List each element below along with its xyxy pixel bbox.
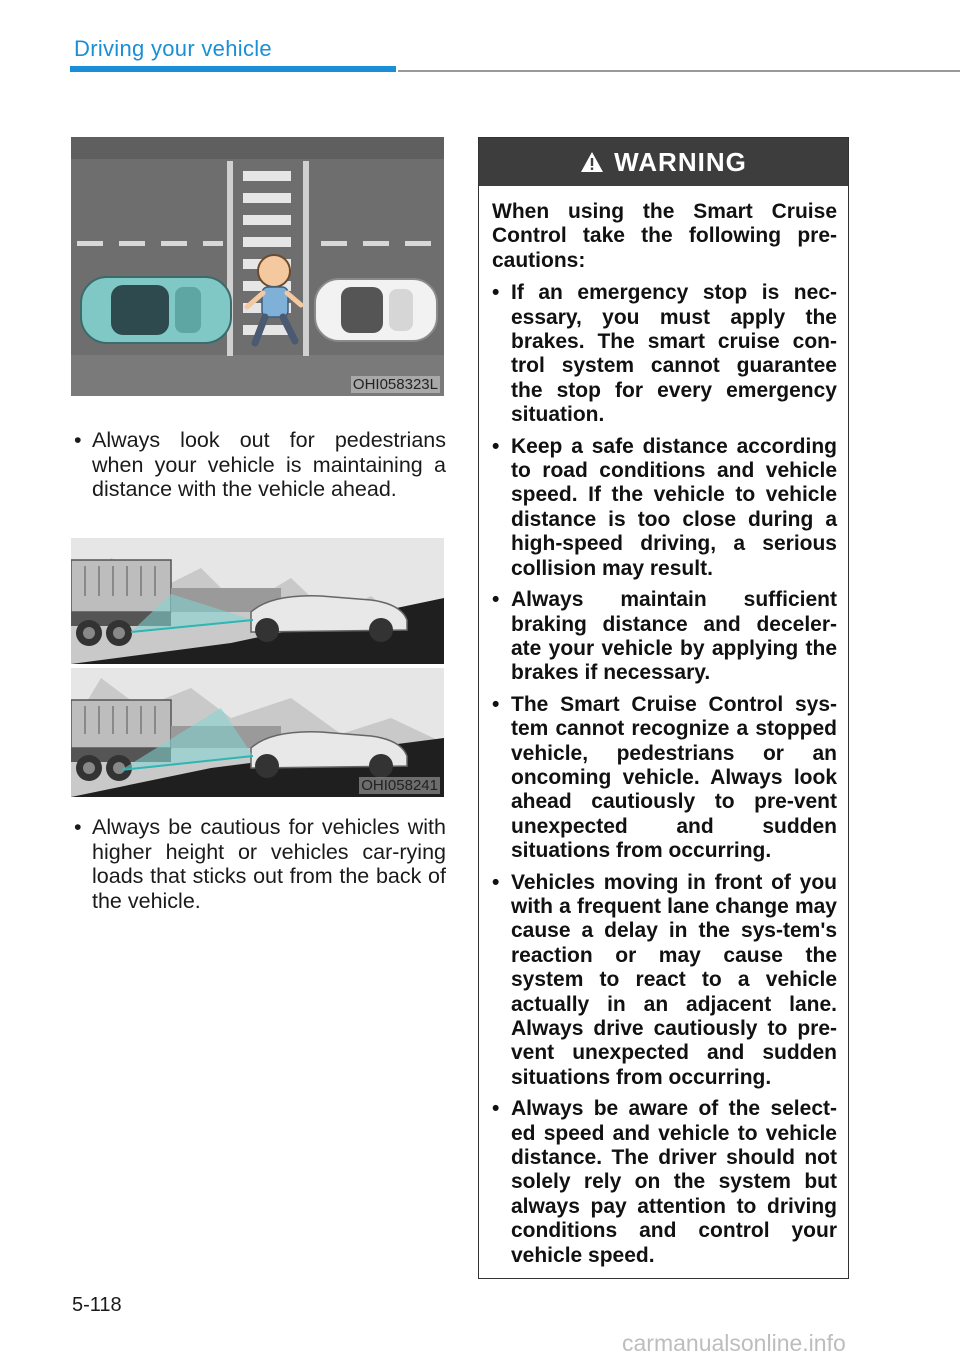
- warning-item-text: The Smart Cruise Control sys-tem cannot recognize a stopped vehicle, pedestrians or an oncoming vehicle. Always look ahead cautiously to pre-vent unexpected and sudden situations from occurring.: [511, 692, 837, 863]
- list-item: • Always be aware of the select-ed speed and vehicle to vehicle distance. The driver should not solely rely on the system but always pay attention to driving conditions and control your vehicle speed.: [492, 1097, 837, 1267]
- section-title: Driving your vehicle: [74, 36, 272, 61]
- list-item: • If an emergency stop is nec-essary, you must apply the brakes. The smart cruise con-trol system cannot guarantee the stop for every emergency situation.: [492, 281, 837, 427]
- warning-item-text: Always maintain sufficient braking distance and deceler-ate your vehicle by applying the brakes if necessary.: [511, 588, 837, 685]
- warning-box: [478, 137, 849, 1279]
- warning-item-text: Always be aware of the select-ed speed and vehicle to vehicle distance. The driver should not solely rely on the system but always pay attention to driving conditions and control your vehicle speed.: [511, 1097, 837, 1267]
- warning-title: WARNING: [614, 146, 747, 177]
- list-item: • Always look out for pedestrians when your vehicle is maintaining a distance with the vehicle ahead.: [74, 428, 446, 501]
- bullet-text: Always look out for pedestrians when your vehicle is maintaining a distance with the vehicle ahead.: [92, 428, 446, 501]
- warning-intro: When using the Smart Cruise Control take the following pre-cautions:: [492, 200, 837, 272]
- warning-item-text: Vehicles moving in front of you with a frequent lane change may cause a delay in the sys-tem's reaction or may cause the system to react to a vehicle actually in an adjacent lane. Always drive cautiously to pre-vent unexpected and sudden situations from occurring.: [511, 870, 837, 1089]
- page-number: 5-118: [72, 1294, 122, 1316]
- list-item: • Vehicles moving in front of you with a frequent lane change may cause a delay in the sys-tem's reaction or may cause the system to react to a vehicle actually in an adjacent lane. Always drive cautiously to pre-vent unexpected and sudden situations from occurring.: [492, 870, 837, 1089]
- bullet-text: Always be cautious for vehicles with higher height or vehicles car-rying loads that sticks out from the back of the vehicle.: [92, 815, 446, 913]
- list-item: • The Smart Cruise Control sys-tem cannot recognize a stopped vehicle, pedestrians or an oncoming vehicle. Always look ahead cautiously to pre-vent unexpected and sudden situations from occurring.: [492, 692, 837, 863]
- pedestrian-crosswalk-illustration: [71, 137, 444, 396]
- figure-code: OHI058241: [361, 777, 438, 794]
- warning-item-text: Keep a safe distance according to road conditions and vehicle speed. If the vehicle to vehicle distance is too close during a high-speed driving, a serious collision may result.: [511, 434, 837, 580]
- warning-triangle-icon: [580, 151, 604, 173]
- header-rule: [398, 70, 960, 72]
- warning-body: [479, 186, 848, 1268]
- figure-code: OHI058323L: [352, 376, 438, 393]
- truck-load-sensor-illustration: [71, 538, 444, 797]
- figure-pedestrian-crossing: [71, 137, 444, 396]
- warning-header: [479, 138, 848, 186]
- list-item: • Always be cautious for vehicles with higher height or vehicles car-rying loads that sticks out from the back of the vehicle.: [74, 815, 446, 913]
- figure-truck-load: [71, 538, 444, 797]
- list-item: • Always maintain sufficient braking distance and deceler-ate your vehicle by applying the brakes if necessary.: [492, 588, 837, 685]
- watermark: carmanualsonline.info: [622, 1330, 846, 1356]
- header-accent-bar: [70, 66, 396, 72]
- warning-item-text: If an emergency stop is nec-essary, you must apply the brakes. The smart cruise con-trol system cannot guarantee the stop for every emergency situation.: [511, 281, 837, 427]
- list-item: • Keep a safe distance according to road conditions and vehicle speed. If the vehicle to vehicle distance is too close during a high-speed driving, a serious collision may result.: [492, 434, 837, 580]
